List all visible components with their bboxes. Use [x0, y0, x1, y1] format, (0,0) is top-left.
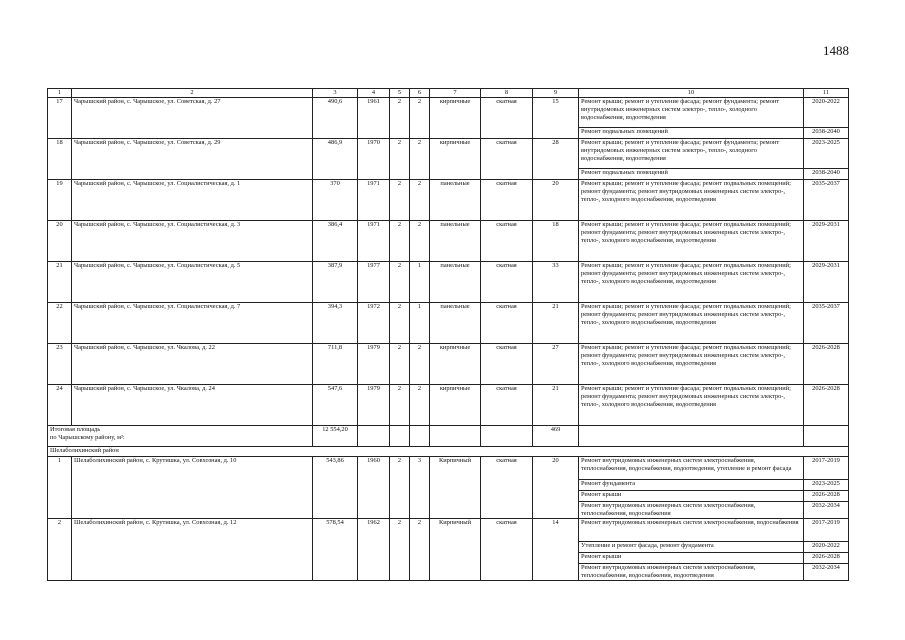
roof-cell: скатная — [481, 221, 533, 262]
roof-cell: скатная — [481, 303, 533, 344]
address-cell: Чарышский район, с. Чарышское, ул. Советская, д. 27 — [72, 98, 313, 139]
term-cell: 33 — [533, 262, 579, 303]
table-row — [48, 385, 849, 426]
column-number: 4 — [358, 89, 390, 98]
area-cell: 490,6 — [313, 98, 358, 139]
walls-cell: панельные — [430, 303, 481, 344]
area-cell: 578,54 — [313, 519, 358, 581]
repair-period-cell: 2026-2028 — [804, 491, 849, 502]
entrances-cell: 2 — [410, 385, 430, 426]
year-cell: 1979 — [358, 344, 390, 385]
roof-cell: скатная — [481, 519, 533, 581]
entrances-cell: 2 — [410, 519, 430, 581]
roof-cell: скатная — [481, 385, 533, 426]
address-cell: Чарышский район, с. Чарышское, ул. Социалистическая, д. 3 — [72, 221, 313, 262]
table-row — [48, 139, 849, 169]
row-number: 18 — [48, 139, 72, 180]
walls-cell: кирпичные — [430, 139, 481, 180]
floors-cell: 2 — [390, 139, 410, 180]
empty-cell — [430, 426, 481, 447]
column-number: 2 — [72, 89, 313, 98]
table-row — [48, 519, 849, 542]
repair-works-cell: Ремонт подвальных помещений — [579, 169, 804, 180]
repair-works-cell: Ремонт крыши; ремонт и утепление фасада; ремонт подвальных помещений; ремонт фундамента; ремонт внутридомовых инженерных систем электро-, тепло-, холодного водоснабжения, водоотведения — [579, 303, 804, 344]
repair-period-cell: 2029-2031 — [804, 262, 849, 303]
column-number: 8 — [481, 89, 533, 98]
area-cell: 386,4 — [313, 221, 358, 262]
repair-works-cell: Ремонт фундамента — [579, 480, 804, 491]
repair-period-cell: 2032-2034 — [804, 564, 849, 581]
entrances-cell: 3 — [410, 457, 430, 519]
empty-cell — [390, 426, 410, 447]
address-cell: Чарышский район, с. Чарышское, ул. Социалистическая, д. 7 — [72, 303, 313, 344]
year-cell: 1972 — [358, 303, 390, 344]
repair-period-cell: 2020-2022 — [804, 98, 849, 128]
empty-cell — [358, 426, 390, 447]
address-cell: Чарышский район, с. Чарышское, ул. Социалистическая, д. 5 — [72, 262, 313, 303]
year-cell: 1979 — [358, 385, 390, 426]
term-cell: 20 — [533, 180, 579, 221]
address-cell: Чарышский район, с. Чарышское, ул. Чкалова, д. 22 — [72, 344, 313, 385]
repair-period-cell: 2038-2040 — [804, 169, 849, 180]
entrances-cell: 2 — [410, 139, 430, 180]
entrances-cell: 2 — [410, 344, 430, 385]
total-label: Итоговая площадь по Чарышскому району, м²: — [48, 426, 313, 447]
repair-works-cell: Ремонт крыши; ремонт и утепление фасада; ремонт подвальных помещений; ремонт фундамента; ремонт внутридомовых инженерных систем электро-, тепло-, холодного водоснабжения, водоотведения — [579, 221, 804, 262]
floors-cell: 2 — [390, 262, 410, 303]
term-cell: 15 — [533, 98, 579, 139]
row-number: 19 — [48, 180, 72, 221]
floors-cell: 2 — [390, 385, 410, 426]
year-cell: 1970 — [358, 139, 390, 180]
column-number-header — [48, 89, 849, 98]
row-number: 20 — [48, 221, 72, 262]
column-number: 1 — [48, 89, 72, 98]
entrances-cell: 2 — [410, 98, 430, 139]
term-cell: 27 — [533, 344, 579, 385]
repair-works-cell: Ремонт крыши — [579, 553, 804, 564]
table-row — [48, 98, 849, 128]
repair-period-cell: 2029-2031 — [804, 221, 849, 262]
area-cell: 486,9 — [313, 139, 358, 180]
walls-cell: Кирпичный — [430, 457, 481, 519]
entrances-cell: 2 — [410, 180, 430, 221]
year-cell: 1971 — [358, 221, 390, 262]
column-number: 9 — [533, 89, 579, 98]
floors-cell: 2 — [390, 180, 410, 221]
repair-period-cell: 2032-2034 — [804, 502, 849, 519]
repair-period-cell: 2035-2037 — [804, 303, 849, 344]
entrances-cell: 1 — [410, 262, 430, 303]
floors-cell: 2 — [390, 457, 410, 519]
year-cell: 1961 — [358, 98, 390, 139]
repair-works-cell: Ремонт внутридомовых инженерных систем электроснабжения, теплоснабжения, водоснабжения — [579, 502, 804, 519]
term-cell: 14 — [533, 519, 579, 581]
year-cell: 1977 — [358, 262, 390, 303]
repair-period-cell: 2020-2022 — [804, 542, 849, 553]
empty-cell — [579, 426, 804, 447]
repair-period-cell: 2026-2028 — [804, 553, 849, 564]
column-number: 5 — [390, 89, 410, 98]
walls-cell: панельные — [430, 180, 481, 221]
walls-cell: кирпичные — [430, 98, 481, 139]
repair-period-cell: 2035-2037 — [804, 180, 849, 221]
row-number: 2 — [48, 519, 72, 581]
table-row — [48, 344, 849, 385]
repair-works-cell: Ремонт крыши; ремонт и утепление фасада; ремонт подвальных помещений; ремонт фундамента; ремонт внутридомовых инженерных систем электро-, тепло-, холодного водоснабжения, водоотведения — [579, 385, 804, 426]
repair-works-cell: Ремонт крыши; ремонт и утепление фасада; ремонт подвальных помещений; ремонт фундамента; ремонт внутридомовых инженерных систем электро-, тепло-, холодного водоснабжения, водоотведения — [579, 180, 804, 221]
area-cell: 543,86 — [313, 457, 358, 519]
table-row — [48, 457, 849, 480]
repair-period-cell: 2023-2025 — [804, 139, 849, 169]
term-cell: 21 — [533, 385, 579, 426]
roof-cell: скатная — [481, 262, 533, 303]
floors-cell: 2 — [390, 519, 410, 581]
total-term: 469 — [533, 426, 579, 447]
term-cell: 18 — [533, 221, 579, 262]
row-number: 1 — [48, 457, 72, 519]
repair-works-cell: Ремонт внутридомовых инженерных систем электроснабжения, теплоснабжения, водоснабжения, водоотведения — [579, 564, 804, 581]
floors-cell: 2 — [390, 344, 410, 385]
roof-cell: скатная — [481, 344, 533, 385]
repair-works-cell: Ремонт подвальных помещений — [579, 128, 804, 139]
address-cell: Чарышский район, с. Чарышское, ул. Советская, д. 29 — [72, 139, 313, 180]
empty-cell — [410, 426, 430, 447]
walls-cell: панельные — [430, 262, 481, 303]
walls-cell: кирпичные — [430, 344, 481, 385]
roof-cell: скатная — [481, 180, 533, 221]
repair-works-cell: Ремонт крыши; ремонт и утепление фасада; ремонт фундамента; ремонт внутридомовых инженерных систем электро-, тепло-, холодного водоснабжения, водоотведения — [579, 98, 804, 128]
empty-cell — [804, 426, 849, 447]
year-cell: 1962 — [358, 519, 390, 581]
roof-cell: скатная — [481, 139, 533, 180]
row-number: 22 — [48, 303, 72, 344]
area-cell: 547,6 — [313, 385, 358, 426]
area-cell: 387,9 — [313, 262, 358, 303]
term-cell: 20 — [533, 457, 579, 519]
year-cell: 1960 — [358, 457, 390, 519]
repair-period-cell: 2038-2040 — [804, 128, 849, 139]
repair-works-cell: Ремонт крыши; ремонт и утепление фасада; ремонт подвальных помещений; ремонт фундамента; ремонт внутридомовых инженерных систем электро-, тепло-, холодного водоснабжения, водоотведения — [579, 344, 804, 385]
walls-cell: кирпичные — [430, 385, 481, 426]
repair-period-cell: 2017-2019 — [804, 519, 849, 542]
column-number: 7 — [430, 89, 481, 98]
walls-cell: панельные — [430, 221, 481, 262]
row-number: 17 — [48, 98, 72, 139]
column-number: 10 — [579, 89, 804, 98]
term-cell: 28 — [533, 139, 579, 180]
roof-cell: скатная — [481, 457, 533, 519]
entrances-cell: 1 — [410, 303, 430, 344]
area-cell: 394,3 — [313, 303, 358, 344]
repair-works-cell: Ремонт крыши — [579, 491, 804, 502]
district-title: Шелаболихинский район — [48, 447, 849, 457]
entrances-cell: 2 — [410, 221, 430, 262]
repair-period-cell: 2026-2028 — [804, 385, 849, 426]
table-row — [48, 262, 849, 303]
district-header-row — [48, 447, 849, 457]
floors-cell: 2 — [390, 221, 410, 262]
table-row — [48, 303, 849, 344]
table-row — [48, 221, 849, 262]
repair-works-cell: Ремонт крыши; ремонт и утепление фасада; ремонт фундамента; ремонт внутридомовых инженерных систем электро-, тепло-, холодного водоснабжения, водоотведения — [579, 139, 804, 169]
walls-cell: Кирпичный — [430, 519, 481, 581]
row-number: 21 — [48, 262, 72, 303]
year-cell: 1971 — [358, 180, 390, 221]
floors-cell: 2 — [390, 303, 410, 344]
address-cell: Чарышский район, с. Чарышское, ул. Социалистическая, д. 1 — [72, 180, 313, 221]
row-number: 24 — [48, 385, 72, 426]
repair-period-cell: 2023-2025 — [804, 480, 849, 491]
row-number: 23 — [48, 344, 72, 385]
total-area: 12 554,20 — [313, 426, 358, 447]
repair-period-cell: 2017-2019 — [804, 457, 849, 480]
area-cell: 711,8 — [313, 344, 358, 385]
area-cell: 370 — [313, 180, 358, 221]
column-number: 6 — [410, 89, 430, 98]
column-number: 3 — [313, 89, 358, 98]
total-row — [48, 426, 849, 447]
repair-period-cell: 2026-2028 — [804, 344, 849, 385]
repair-works-cell: Ремонт внутридомовых инженерных систем электроснабжения, теплоснабжения, водоснабжения, водоотведения, утепление и ремонт фасада — [579, 457, 804, 480]
term-cell: 21 — [533, 303, 579, 344]
roof-cell: скатная — [481, 98, 533, 139]
page-number: 1488 — [823, 43, 849, 58]
repair-works-cell: Ремонт внутридомовых инженерных систем электроснабжения, водоснабжения — [579, 519, 804, 542]
repair-works-cell: Ремонт крыши; ремонт и утепление фасада; ремонт подвальных помещений; ремонт фундамента; ремонт внутридомовых инженерных систем электро-, тепло-, холодного водоснабжения, водоотведения — [579, 262, 804, 303]
column-number: 11 — [804, 89, 849, 98]
address-cell: Шелаболихинский район, с. Крутишка, ул. Совхозная, д. 12 — [72, 519, 313, 581]
housing-register-table — [47, 88, 849, 581]
empty-cell — [481, 426, 533, 447]
address-cell: Чарышский район, с. Чарышское, ул. Чкалова, д. 24 — [72, 385, 313, 426]
floors-cell: 2 — [390, 98, 410, 139]
address-cell: Шелаболихинский район, с. Крутишка, ул. Совхозная, д. 10 — [72, 457, 313, 519]
repair-works-cell: Утепление и ремонт фасада, ремонт фундамента — [579, 542, 804, 553]
table-row — [48, 180, 849, 221]
